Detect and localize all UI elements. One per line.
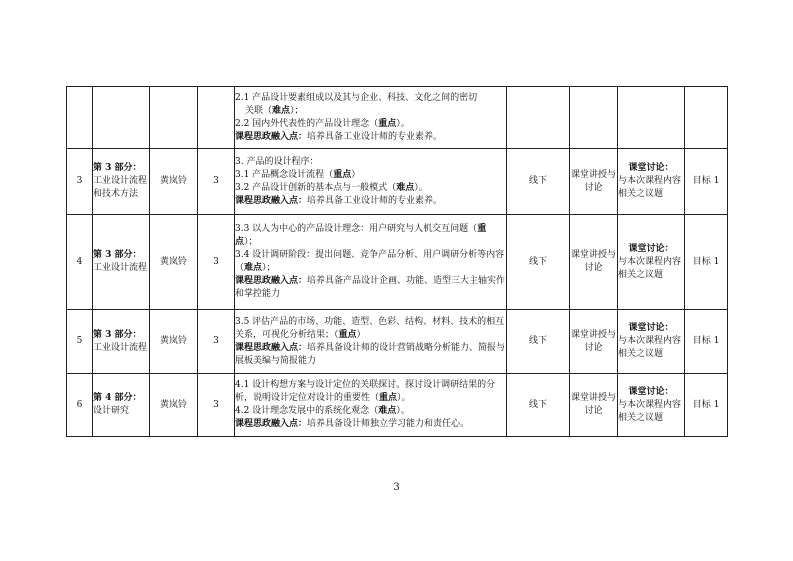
assessment-title: 课堂讨论： [628,243,674,254]
content-text: 培养具备设计师的设计营销战略分析能力、简报与展板美编与简报能力 [235,342,506,366]
key-point-marker: 难点 [244,263,263,273]
content-text-after: ）； [262,263,276,273]
content-text: 培养具备工业设计师的专业素养。 [307,195,443,206]
content-cell [235,374,507,437]
content-text-after: ）； [244,237,258,247]
assessment-text: 与本次课程内容相关之议题 [618,176,682,199]
page-number: 3 [393,482,400,493]
content-text: 3.5 评估产品的市场、功能、造型、色彩、结构、材料、技术的相互关系，可视化分析结果；（ [235,316,505,340]
assessment-text: 与本次课程内容相关之议题 [618,399,682,423]
teacher-cell [150,87,198,149]
key-point-marker: 重点 [338,329,357,340]
table-row [67,310,728,374]
goal-cell: 目标 1 [685,374,728,437]
content-text: 培养具备设计师独立学习能力和责任心。 [307,419,470,429]
part-cell [93,310,150,374]
content-text: 3.3 以人为中心的产品设计理念：用户研究与人机交互问题（ [235,224,478,234]
content-text: 培养具备产品设计企画、功能、造型三大主轴实作和掌控能力 [235,276,506,299]
key-point-marker: 难点 [396,182,415,193]
table-row [67,87,728,149]
assessment-cell [618,215,685,310]
assessment-text: 与本次课程内容相关之议题 [618,336,682,359]
assessment-cell [618,310,685,374]
row-number-cell: 5 [67,310,93,374]
row-number-cell [67,87,93,149]
hours-cell [198,87,235,149]
ideology-label: 课程思政融入点： [235,419,308,429]
content-line [235,379,506,405]
teacher-cell: 黄岚铃 [150,310,198,374]
goal-cell [685,87,728,149]
content-text: 4.2 设计理念发展中的系统化观念（ [235,406,379,416]
part-title: 第 3 部分： [93,163,142,173]
key-point-marker: 难点 [378,406,397,416]
content-line [235,182,506,195]
content-line [235,249,506,275]
table-row [67,215,728,310]
content-line [235,131,506,144]
key-point-marker: 重点 [378,118,397,129]
mode-cell: 线下 [507,310,570,374]
content-line [235,418,506,431]
mode-cell: 线下 [507,374,570,437]
content-text: 3.4 设计调研阶段：提出问题、竞争产品分析、用户调研分析等内容（ [235,250,505,273]
key-point-marker: 重点 [235,224,487,247]
part-cell [93,149,150,215]
content-text: 关联（ [245,105,273,116]
table-row [67,149,728,215]
content-text: 3. 产品的设计程序： [235,156,319,167]
content-line [235,316,506,342]
method-cell: 课堂讲授与讨论 [570,374,618,437]
row-number-cell: 6 [67,374,93,437]
syllabus-table [66,86,728,437]
hours-cell: 3 [198,215,235,310]
assessment-title: 课堂讨论： [628,163,674,173]
content-line [235,405,506,418]
goal-cell: 目标 1 [685,310,728,374]
row-number-cell: 4 [67,215,93,310]
content-line [235,92,506,105]
content-text: 4.1 设计构想方案与设计定位的关联探讨。探讨设计调研结果的分析，说明设计定位对设计的重要性（ [235,380,496,403]
content-line [235,195,506,208]
ideology-label: 课程思政融入点： [235,131,308,142]
content-text-after: ）。 [397,393,411,403]
content-text-after: ） [356,329,366,340]
content-text-after: ）； [290,105,304,116]
content-text: 2.2 国内外代表性的产品设计理念（ [235,118,379,129]
method-cell: 课堂讲授与讨论 [570,215,618,310]
part-name: 工业设计流程 [93,263,148,273]
ideology-label: 课程思政融入点： [235,195,308,206]
assessment-title: 课堂讨论： [628,323,674,333]
content-text-after: ）。 [396,406,410,416]
content-text-after: ） [351,169,361,180]
goal-cell: 目标 1 [685,149,728,215]
part-name: 设计研究 [93,406,130,416]
content-text: 3.1 产品概念设计流程（ [235,169,334,180]
table-body [67,87,728,437]
mode-cell [507,87,570,149]
method-cell [570,87,618,149]
part-cell [93,87,150,149]
hours-cell: 3 [198,149,235,215]
hours-cell: 3 [198,310,235,374]
part-cell [93,374,150,437]
content-line [235,169,506,182]
mode-cell: 线下 [507,215,570,310]
teacher-cell: 黄岚铃 [150,149,198,215]
content-cell [235,215,507,310]
mode-cell: 线下 [507,149,570,215]
content-text-after: ）。 [396,118,410,129]
assessment-cell [618,87,685,149]
content-line [235,105,506,118]
assessment-cell [618,374,685,437]
goal-cell: 目标 1 [685,215,728,310]
method-cell: 课堂讲授与讨论 [570,310,618,374]
assessment-title: 课堂讨论： [628,386,674,397]
content-line [235,118,506,131]
part-cell [93,215,150,310]
part-name: 工业设计流程 [93,342,148,353]
content-text-after: ）。 [414,182,428,193]
assessment-text: 与本次课程内容相关之议题 [618,256,682,280]
content-text: 培养具备工业设计师的专业素养。 [307,131,443,142]
ideology-label: 课程思政融入点： [235,342,308,353]
key-point-marker: 难点 [272,105,291,116]
assessment-cell [618,149,685,215]
content-line [235,223,506,249]
part-title: 第 3 部分： [93,329,142,340]
hours-cell: 3 [198,374,235,437]
content-line [235,342,506,368]
content-cell [235,149,507,215]
table-row [67,374,728,437]
content-cell [235,310,507,374]
content-line [235,156,506,169]
content-line [235,275,506,301]
part-title: 第 3 部分： [93,250,142,260]
method-cell: 课堂讲授与讨论 [570,149,618,215]
part-title: 第 4 部分： [93,393,142,403]
part-name: 工业设计流程和技术方法 [93,176,148,199]
content-text: 2.1 产品设计要素组成以及其与企业、科技、文化之间的密切 [235,92,478,103]
content-text: 3.2 产品设计创新的基本点与一般模式（ [235,182,397,193]
row-number-cell: 3 [67,149,93,215]
ideology-label: 课程思政融入点： [235,276,308,286]
key-point-marker: 重点 [379,393,398,403]
teacher-cell: 黄岚铃 [150,374,198,437]
content-cell [235,87,507,149]
key-point-marker: 重点 [333,169,352,180]
teacher-cell: 黄岚铃 [150,215,198,310]
